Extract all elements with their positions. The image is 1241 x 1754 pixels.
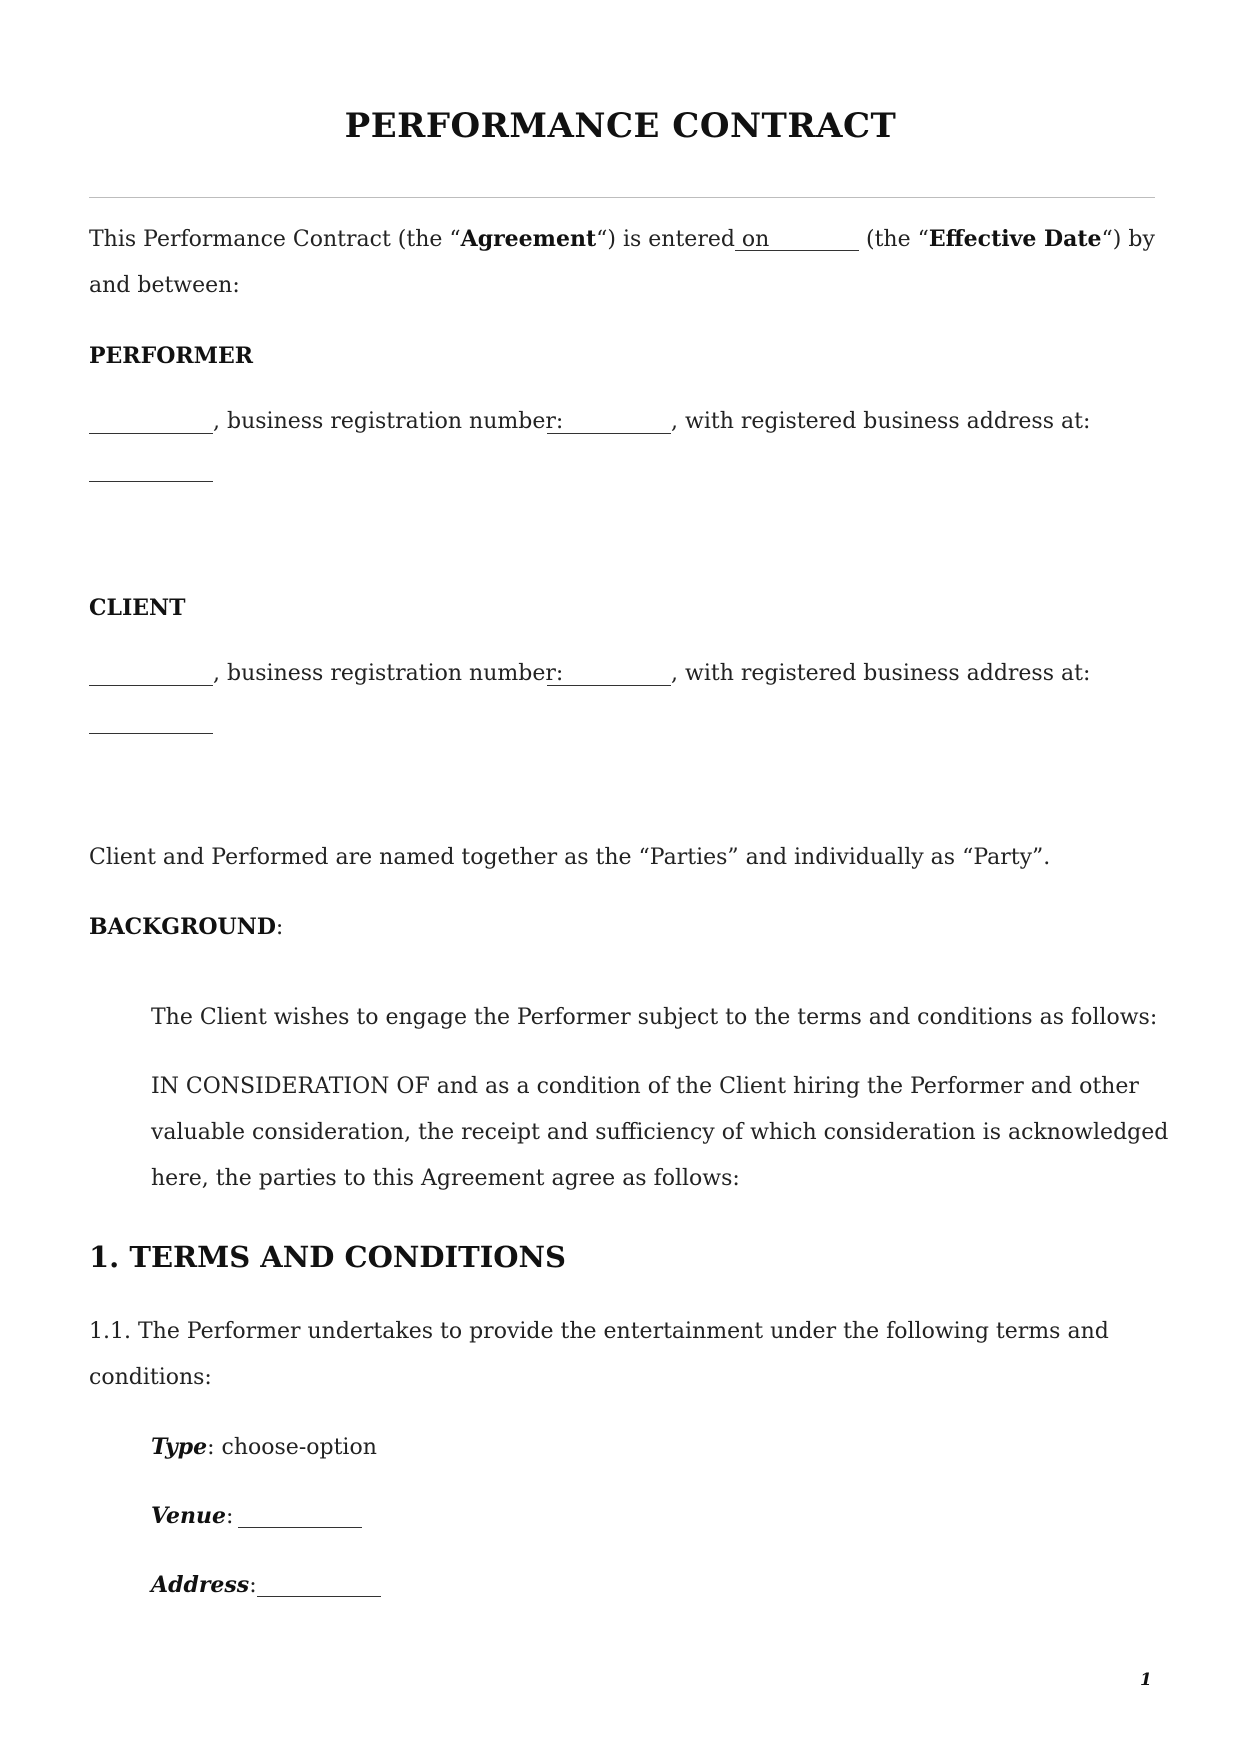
title-divider — [89, 197, 1155, 198]
intro-text-4: “) by — [1101, 227, 1155, 252]
intro-line-1 — [89, 224, 769, 255]
type-label: Type — [151, 1434, 208, 1460]
performer-address-blank[interactable] — [89, 481, 213, 482]
clause-1-1-line-2: conditions: — [89, 1365, 212, 1390]
agreement-term: Agreement — [460, 226, 597, 252]
address-label: Address — [151, 1572, 250, 1598]
background-para-1: The Client wishes to engage the Performer subject to the terms and conditions as follows: — [151, 1005, 1158, 1030]
performer-address-label: , with registered business address at: — [671, 409, 1091, 434]
parties-sentence: Client and Performed are named together as the “Parties” and individually as “Party”. — [89, 845, 1051, 870]
client-heading: CLIENT — [89, 595, 186, 621]
performer-reg-blank[interactable] — [547, 433, 671, 434]
background-heading-line — [89, 912, 283, 943]
client-reg-label — [213, 659, 563, 689]
type-value[interactable]: : choose-option — [207, 1435, 377, 1460]
section-1-heading: 1. TERMS AND CONDITIONS — [89, 1240, 566, 1274]
address-field — [151, 1570, 257, 1601]
client-reg-blank[interactable] — [547, 685, 671, 686]
effective-date-term: Effective Date — [928, 226, 1102, 252]
background-para-2-line-3: here, the parties to this Agreement agree as follows: — [151, 1166, 740, 1191]
type-field — [151, 1432, 377, 1463]
address-blank[interactable] — [257, 1596, 381, 1597]
intro-line-2: and between: — [89, 273, 240, 298]
client-address-label: , with registered business address at: — [671, 661, 1091, 686]
client-comma: , — [213, 661, 220, 686]
client-address-blank[interactable] — [89, 733, 213, 734]
performer-name-blank[interactable] — [89, 433, 213, 434]
background-heading: BACKGROUND — [89, 914, 276, 940]
venue-label: Venue — [151, 1503, 227, 1529]
performer-reg-label — [213, 407, 563, 437]
performer-reg-text: business registration number: — [227, 409, 564, 434]
venue-blank[interactable] — [238, 1527, 362, 1528]
performer-comma: , — [213, 409, 220, 434]
intro-line-1b — [866, 224, 1155, 255]
background-para-2-line-1: IN CONSIDERATION OF and as a condition of the Client hiring the Performer and other — [151, 1074, 1139, 1099]
background-colon: : — [275, 915, 284, 940]
address-colon: : — [249, 1573, 257, 1598]
document-title: PERFORMANCE CONTRACT — [344, 106, 897, 146]
intro-text-3: (the “ — [866, 227, 929, 252]
background-para-2-line-2: valuable consideration, the receipt and sufficiency of which consideration is acknowledged — [151, 1120, 1169, 1145]
effective-date-blank[interactable] — [735, 250, 859, 251]
clause-1-1-line-1: 1.1. The Performer undertakes to provide the entertainment under the following terms and — [89, 1319, 1109, 1344]
venue-colon: : — [226, 1504, 234, 1529]
performer-heading: PERFORMER — [89, 343, 254, 369]
intro-text-2: “) is entered on — [596, 227, 770, 252]
intro-text-1: This Performance Contract (the “ — [89, 227, 461, 252]
client-reg-text: business registration number: — [227, 661, 564, 686]
venue-field — [151, 1501, 233, 1532]
client-name-blank[interactable] — [89, 685, 213, 686]
page-number: 1 — [1140, 1670, 1152, 1690]
